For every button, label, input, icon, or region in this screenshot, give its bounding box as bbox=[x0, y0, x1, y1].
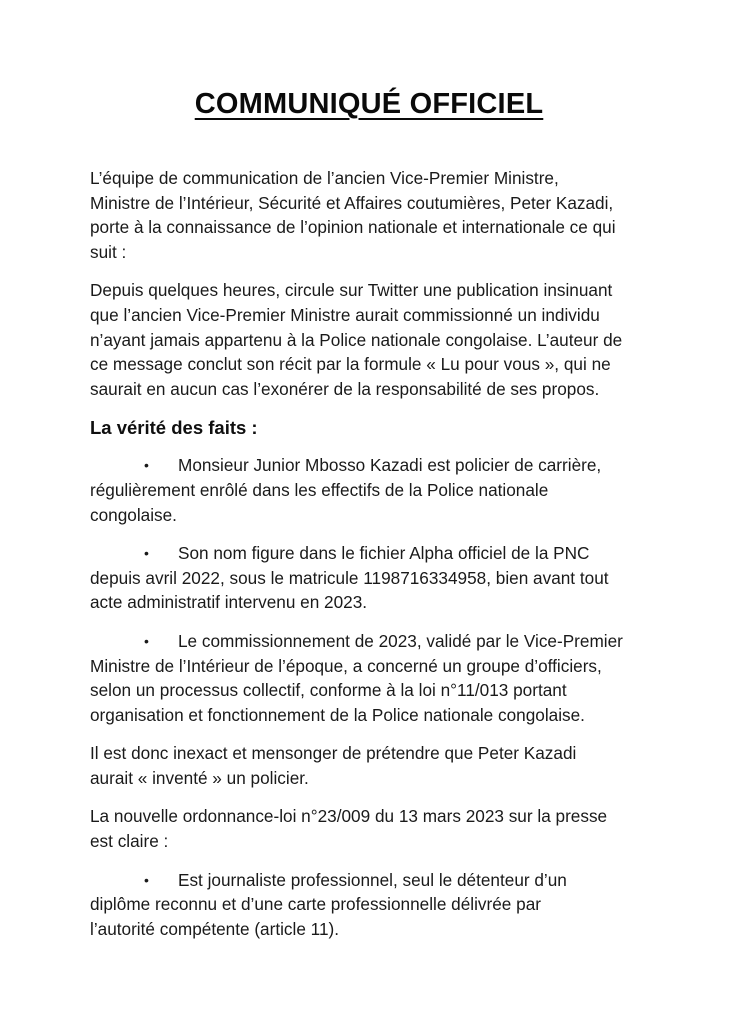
text-line: Ministre de l’Intérieur de l’époque, a concerné un groupe d’officiers, bbox=[90, 655, 602, 676]
text-line: n’ayant jamais appartenu à la Police nationale congolaise. L’auteur de bbox=[90, 329, 623, 350]
text-line: La nouvelle ordonnance-loi n°23/009 du 13 mars 2023 sur la presse bbox=[90, 806, 608, 827]
context-paragraph bbox=[90, 278, 690, 401]
text-line: ce message conclut son récit par la formule « Lu pour vous », qui ne bbox=[90, 354, 611, 375]
text-line: L’équipe de communication de l’ancien Vice-Premier Ministre, bbox=[90, 168, 559, 188]
text-line: régulièrement enrôlé dans les effectifs de la Police nationale bbox=[90, 479, 549, 500]
text-line: Est journaliste professionnel, seul le détenteur d’un bbox=[178, 869, 567, 890]
text-line: Depuis quelques heures, circule sur Twitter une publication insinuant bbox=[90, 280, 613, 301]
text-line: l’autorité compétente (article 11). bbox=[90, 918, 340, 939]
facts-heading: La vérité des faits : bbox=[90, 417, 258, 439]
law-intro-paragraph bbox=[90, 804, 690, 853]
document-title-text: COMMUNIQUÉ OFFICIEL bbox=[194, 88, 544, 120]
text-line: Son nom figure dans le fichier Alpha officiel de la PNC bbox=[178, 543, 590, 564]
fact-item bbox=[90, 541, 690, 615]
bullet-icon: • bbox=[144, 457, 149, 474]
text-line: depuis avril 2022, sous le matricule 1198716334958, bien avant tout bbox=[90, 567, 609, 588]
text-line: saurait en aucun cas l’exonérer de la responsabilité de ses propos. bbox=[90, 378, 600, 399]
text-line: Ministre de l’Intérieur, Sécurité et Affaires coutumières, Peter Kazadi, bbox=[90, 192, 614, 213]
text-line: est claire : bbox=[90, 831, 169, 852]
bullet-icon: • bbox=[144, 545, 149, 562]
bullet-icon: • bbox=[144, 871, 149, 888]
text-line: aurait « inventé » un policier. bbox=[90, 767, 309, 788]
bullet-first-line bbox=[90, 629, 690, 654]
bullet-first-line bbox=[90, 868, 690, 893]
text-line: porte à la connaissance de l’opinion nationale et internationale ce qui bbox=[90, 217, 616, 238]
conclusion-paragraph bbox=[90, 741, 690, 790]
law-point-item bbox=[90, 868, 690, 942]
text-line: Il est donc inexact et mensonger de prétendre que Peter Kazadi bbox=[90, 743, 577, 764]
text-line: organisation et fonctionnement de la Police nationale congolaise. bbox=[90, 704, 585, 725]
bullet-first-line bbox=[90, 541, 690, 566]
text-line: selon un processus collectif, conforme à la loi n°11/013 portant bbox=[90, 680, 567, 701]
text-line: Monsieur Junior Mbosso Kazadi est policier de carrière, bbox=[178, 455, 602, 476]
document-body bbox=[90, 166, 690, 955]
text-line: que l’ancien Vice-Premier Ministre aurait commissionné un individu bbox=[90, 304, 600, 325]
text-line: Le commissionnement de 2023, validé par le Vice-Premier bbox=[178, 630, 623, 651]
bullet-first-line bbox=[90, 453, 690, 478]
fact-item bbox=[90, 453, 690, 527]
text-line: acte administratif intervenu en 2023. bbox=[90, 592, 368, 613]
intro-paragraph bbox=[90, 166, 690, 264]
document-title bbox=[0, 88, 738, 121]
fact-item bbox=[90, 629, 690, 727]
text-line: suit : bbox=[90, 241, 127, 262]
text-line: congolaise. bbox=[90, 504, 177, 525]
bullet-icon: • bbox=[144, 632, 149, 649]
text-line: diplôme reconnu et d’une carte professionnelle délivrée par bbox=[90, 894, 541, 915]
